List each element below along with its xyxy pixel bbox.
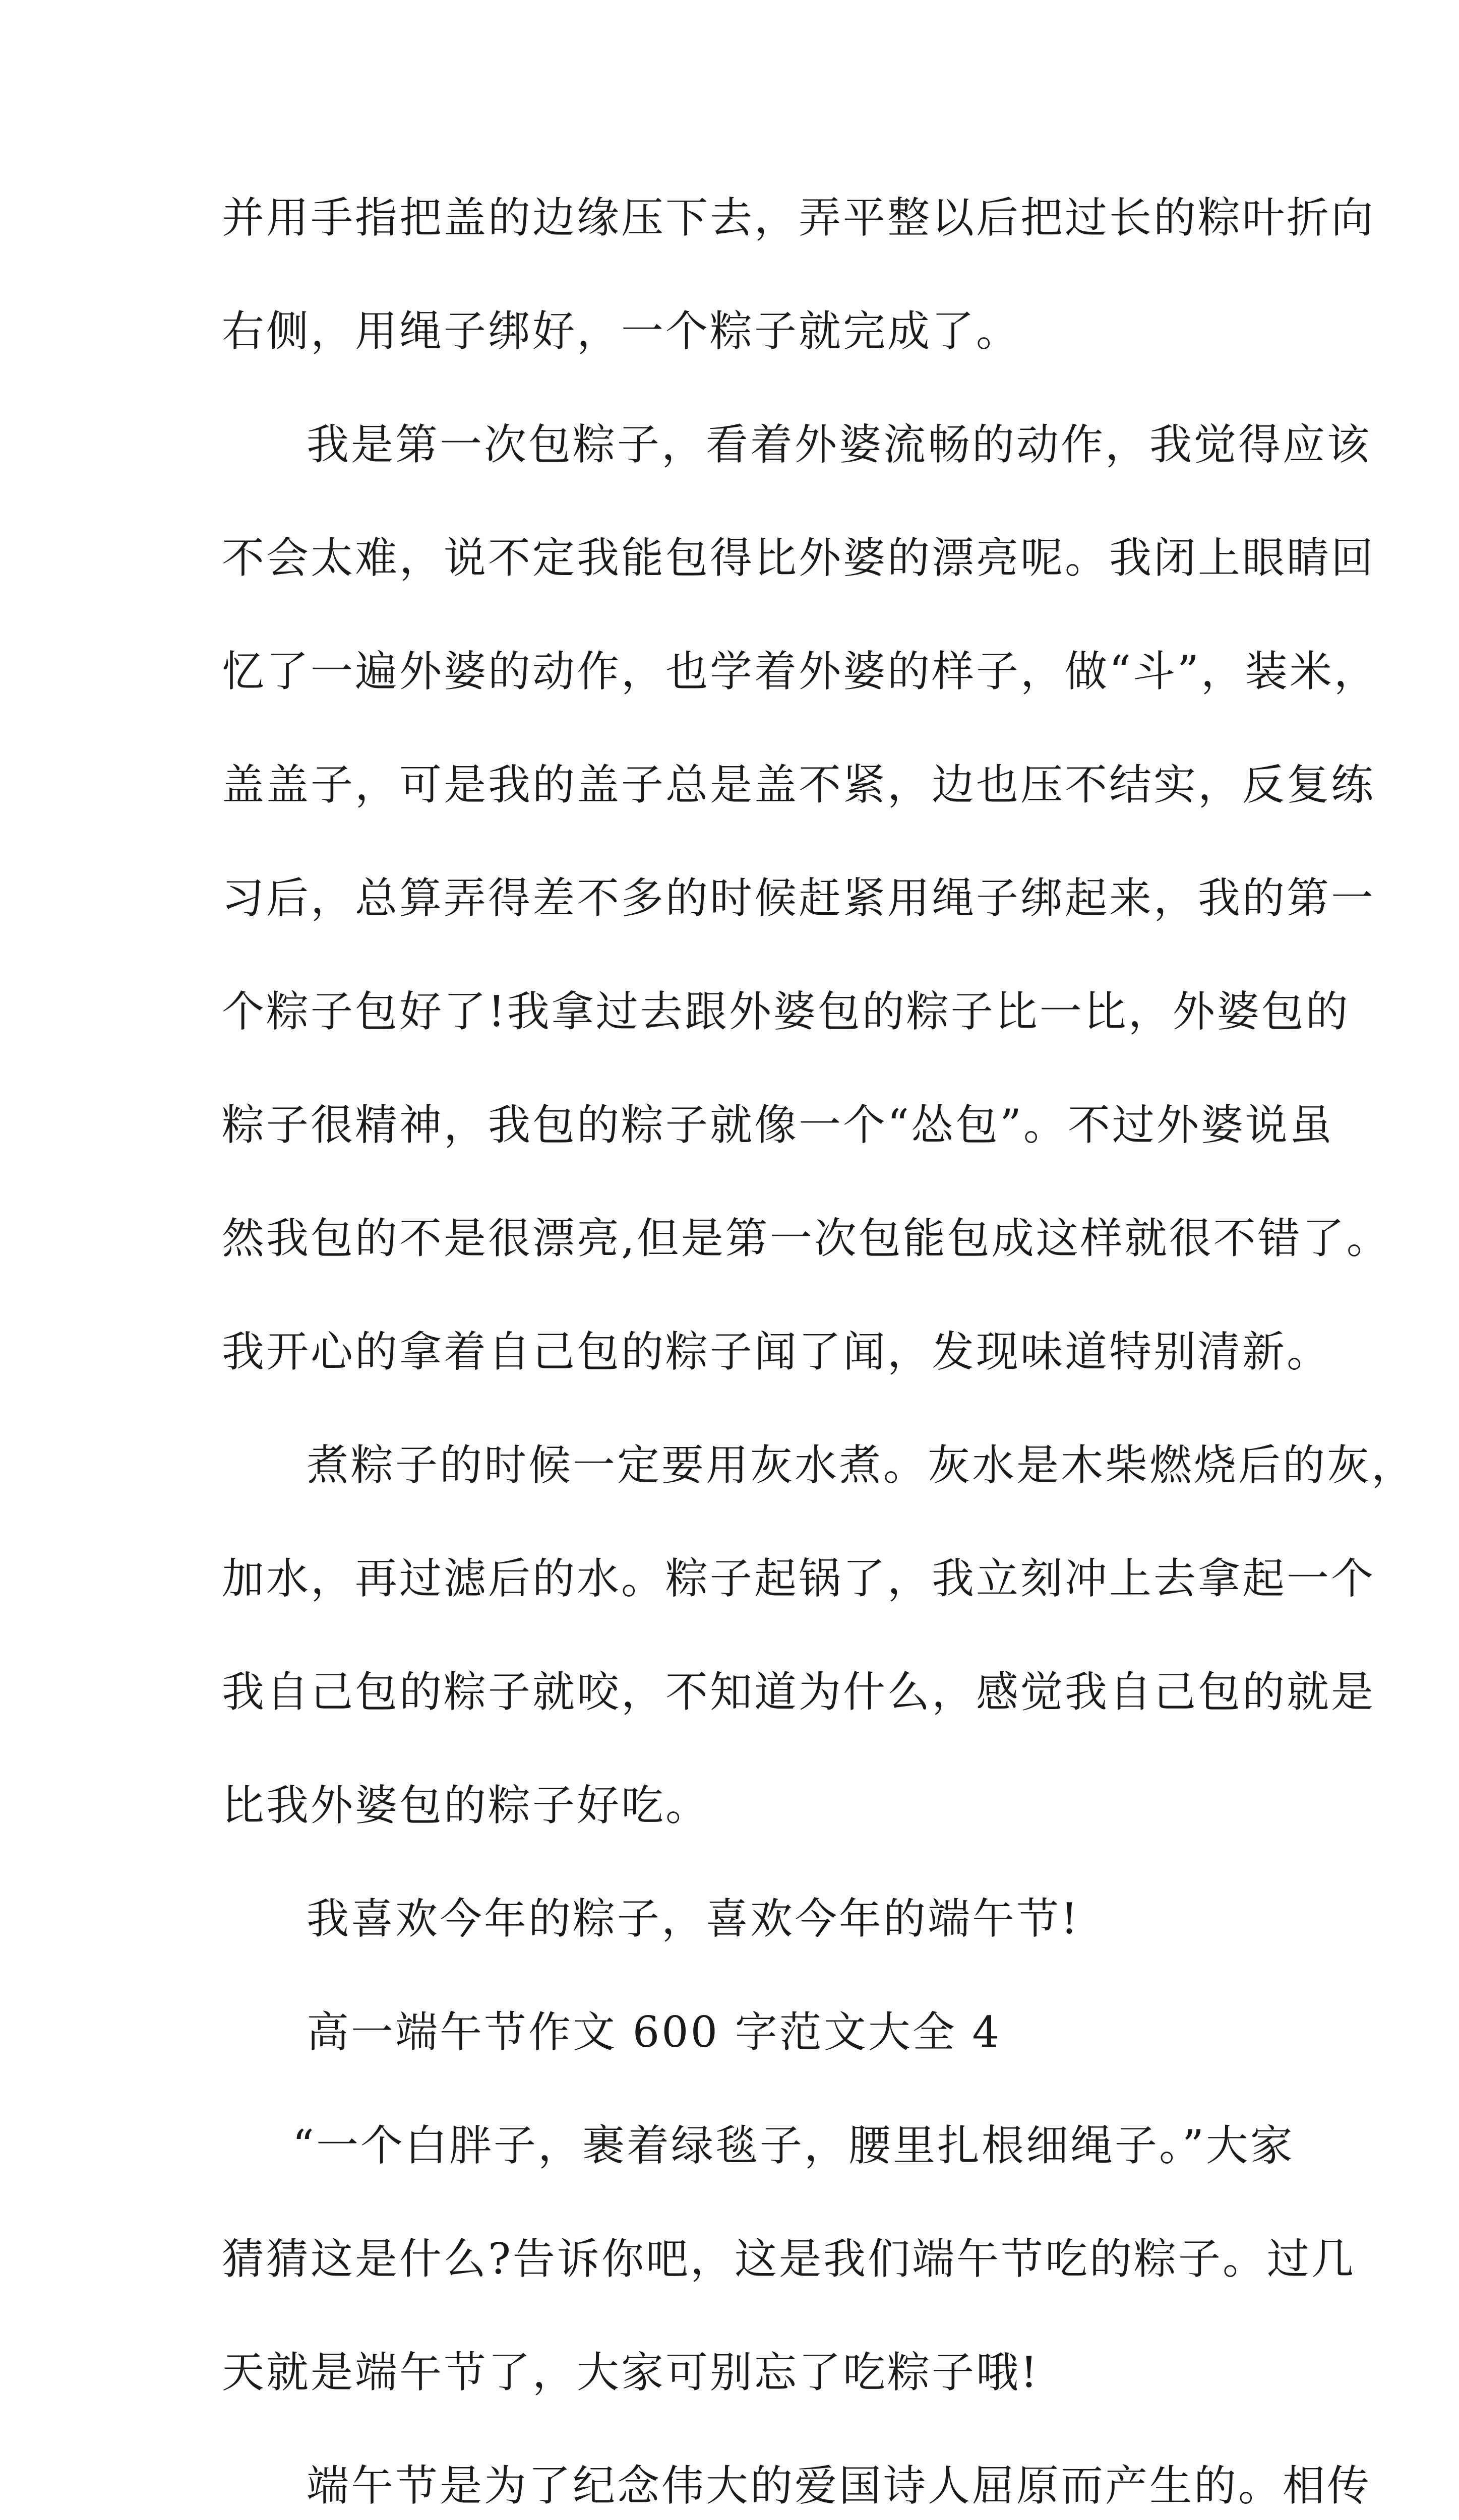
article-body <box>222 161 1416 2520</box>
text-line: 我开心的拿着自己包的粽子闻了闻，发现味道特别清新。 <box>222 1327 1331 1376</box>
text-line: 右侧，用绳子绑好，一个粽子就完成了。 <box>222 306 1021 356</box>
paragraph-start-line: 我是第一次包粽子，看着外婆流畅的动作，我觉得应该 <box>307 420 1372 469</box>
text-line: 猜猜这是什么?告诉你吧，这是我们端午节吃的粽子。过几 <box>222 2234 1356 2284</box>
text-line: 比我外婆包的粽子好吃。 <box>222 1781 710 1830</box>
paragraph-start-line: “一个白胖子，裹着绿毯子，腰里扎根细绳子。”大家 <box>292 2121 1295 2170</box>
text-line: 天就是端午节了，大家可别忘了吃粽子哦! <box>222 2348 1040 2397</box>
text-line: 并用手指把盖的边缘压下去，弄平整以后把过长的粽叶折向 <box>222 193 1376 242</box>
paragraph-start-line: 煮粽子的时候一定要用灰水煮。灰水是木柴燃烧后的灰， <box>307 1440 1416 1490</box>
section-heading: 高一端午节作文 600 字范文大全 4 <box>307 2007 1001 2057</box>
paragraph-start-line: 我喜欢今年的粽子，喜欢今年的端午节! <box>307 1894 1080 1943</box>
text-line: 习后，总算弄得差不多的时候赶紧用绳子绑起来，我的第一 <box>222 873 1376 923</box>
text-line: 忆了一遍外婆的动作，也学着外婆的样子，做“斗”，装米， <box>222 647 1378 696</box>
text-line: 然我包的不是很漂亮,但是第一次包能包成这样就很不错了。 <box>222 1214 1391 1263</box>
text-line: 盖盖子，可是我的盖子总是盖不紧，边也压不结实，反复练 <box>222 760 1376 809</box>
text-line: 粽子很精神，我包的粽子就像一个“怂包”。不过外婆说虽 <box>222 1100 1334 1150</box>
text-line: 我自己包的粽子就咬，不知道为什么，感觉我自己包的就是 <box>222 1667 1376 1717</box>
paragraph-start-line: 端午节是为了纪念伟大的爱国诗人屈原而产生的。相传 <box>307 2461 1372 2510</box>
text-line: 加水，再过滤后的水。粽子起锅了，我立刻冲上去拿起一个 <box>222 1554 1376 1603</box>
text-line: 不会太难，说不定我能包得比外婆的漂亮呢。我闭上眼睛回 <box>222 533 1376 583</box>
text-line: 个粽子包好了!我拿过去跟外婆包的粽子比一比，外婆包的 <box>222 987 1350 1036</box>
